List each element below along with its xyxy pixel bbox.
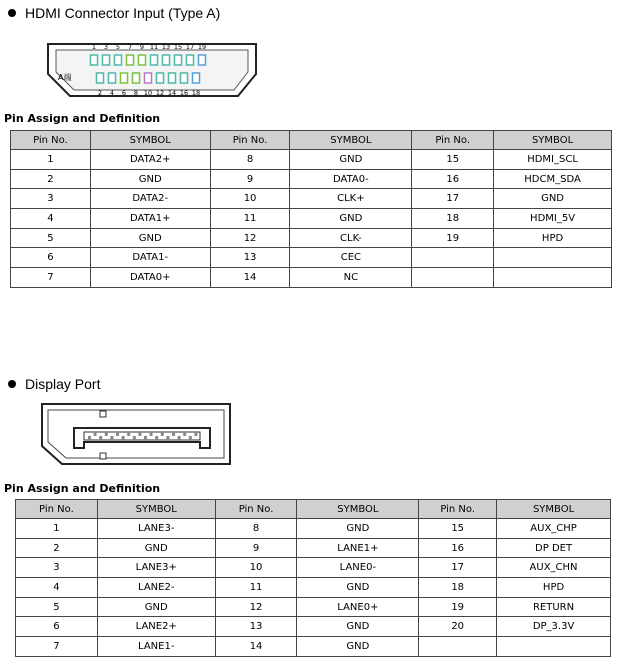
dp-pin-contact — [88, 436, 91, 440]
pin-symbol-cell: DP DET — [497, 538, 611, 558]
pin-label: 13 — [161, 43, 171, 51]
pin-no-header: Pin No. — [210, 131, 290, 150]
pin-number-cell: 3 — [11, 189, 91, 209]
dp-pin-contact — [122, 436, 125, 440]
pin-symbol-cell: GND — [290, 150, 412, 170]
dp-pin-contact — [172, 432, 175, 436]
pin-number-cell: 20 — [419, 617, 497, 637]
pin-number-cell: 8 — [210, 150, 290, 170]
pin-number-cell — [412, 248, 494, 268]
pin-contact — [199, 55, 206, 65]
pin-symbol-cell: DATA1+ — [90, 209, 210, 229]
table-row — [16, 558, 611, 578]
pin-contact — [91, 55, 98, 65]
pin-symbol-cell: DATA2- — [90, 189, 210, 209]
pin-contact — [187, 55, 194, 65]
pin-label: 4 — [109, 89, 115, 97]
pin-number-cell: 17 — [412, 189, 494, 209]
pin-contact — [109, 73, 116, 83]
dp-pin-contact — [127, 432, 130, 436]
pin-label: 7 — [127, 43, 133, 51]
pin-symbol-cell: NC — [290, 268, 412, 288]
pin-number-cell: 6 — [11, 248, 91, 268]
pin-contact — [157, 73, 164, 83]
symbol-header: SYMBOL — [497, 500, 611, 519]
pin-symbol-cell: HDMI_SCL — [494, 150, 612, 170]
pin-contact — [115, 55, 122, 65]
pin-number-cell: 16 — [412, 169, 494, 189]
pin-symbol-cell: LANE0+ — [297, 597, 419, 617]
pin-symbol-cell: HDCM_SDA — [494, 169, 612, 189]
pin-symbol-cell: CEC — [290, 248, 412, 268]
pin-contact — [139, 55, 146, 65]
pin-number-cell: 4 — [11, 209, 91, 229]
table-row — [16, 637, 611, 657]
pin-symbol-cell: AUX_CHP — [497, 519, 611, 539]
dp-pin-contact — [194, 432, 197, 436]
pin-label: 9 — [139, 43, 145, 51]
table-row — [11, 169, 612, 189]
table-row — [16, 597, 611, 617]
pin-number-cell — [419, 637, 497, 657]
dp-pin-contact — [138, 432, 141, 436]
symbol-header: SYMBOL — [297, 500, 419, 519]
pin-number-cell: 13 — [215, 617, 297, 637]
pin-no-header: Pin No. — [412, 131, 494, 150]
pin-symbol-cell: HPD — [494, 228, 612, 248]
pin-no-header: Pin No. — [215, 500, 297, 519]
symbol-header: SYMBOL — [90, 131, 210, 150]
pin-label: 19 — [197, 43, 207, 51]
pin-symbol-cell: LANE3+ — [97, 558, 215, 578]
pin-number-cell: 15 — [419, 519, 497, 539]
pin-label: 8 — [133, 89, 139, 97]
pin-contact — [133, 73, 140, 83]
pin-symbol-cell: GND — [297, 637, 419, 657]
pin-symbol-cell — [494, 248, 612, 268]
pin-number-cell: 12 — [215, 597, 297, 617]
pin-symbol-cell: GND — [297, 617, 419, 637]
pin-number-cell: 2 — [16, 538, 98, 558]
pin-no-header: Pin No. — [419, 500, 497, 519]
dp-title: Display Port — [25, 376, 101, 392]
pin-symbol-cell — [497, 637, 611, 657]
pin-number-cell: 9 — [215, 538, 297, 558]
pin-number-cell: 3 — [16, 558, 98, 578]
pin-symbol-cell: GND — [297, 519, 419, 539]
pin-number-cell: 11 — [210, 209, 290, 229]
pin-symbol-cell: GND — [90, 169, 210, 189]
pin-symbol-cell: DP_3.3V — [497, 617, 611, 637]
pin-symbol-cell: LANE0- — [297, 558, 419, 578]
pin-symbol-cell: LANE1+ — [297, 538, 419, 558]
pin-symbol-cell: GND — [290, 209, 412, 229]
pin-number-cell: 15 — [412, 150, 494, 170]
pin-contact — [163, 55, 170, 65]
pin-contact — [103, 55, 110, 65]
dp-pin-contact — [189, 436, 192, 440]
pin-symbol-cell: HPD — [497, 578, 611, 598]
pin-number-cell: 19 — [412, 228, 494, 248]
pin-contact — [127, 55, 134, 65]
pin-label: 5 — [115, 43, 121, 51]
pin-contact — [145, 73, 152, 83]
dp-section-title — [4, 376, 100, 392]
hdmi-pin-table — [10, 130, 612, 288]
pin-label: 3 — [103, 43, 109, 51]
hdmi-title: HDMI Connector Input (Type A) — [25, 5, 221, 21]
pin-symbol-cell: DATA0- — [290, 169, 412, 189]
pin-number-cell: 17 — [419, 558, 497, 578]
pin-number-cell: 12 — [210, 228, 290, 248]
pin-number-cell: 7 — [16, 637, 98, 657]
dp-pin-contact — [155, 436, 158, 440]
table-row — [16, 578, 611, 598]
pin-number-cell: 2 — [11, 169, 91, 189]
dp-pin-contact — [183, 432, 186, 436]
dp-pin-table — [15, 499, 611, 657]
pin-label: 14 — [167, 89, 177, 97]
pin-number-cell: 6 — [16, 617, 98, 637]
pin-symbol-cell: LANE2+ — [97, 617, 215, 637]
table-row — [11, 150, 612, 170]
pin-symbol-cell: CLK+ — [290, 189, 412, 209]
pin-number-cell: 5 — [11, 228, 91, 248]
displayport-connector-diagram — [40, 402, 234, 468]
dp-pin-contact — [166, 436, 169, 440]
pin-symbol-cell: AUX_CHN — [497, 558, 611, 578]
pin-number-cell: 18 — [419, 578, 497, 598]
pin-label: 16 — [179, 89, 189, 97]
bullet-icon — [8, 9, 16, 17]
pin-symbol-cell: HDMI_5V — [494, 209, 612, 229]
pin-contact — [193, 73, 200, 83]
dp-pin-contact — [110, 436, 113, 440]
pin-symbol-cell: GND — [97, 597, 215, 617]
pin-number-cell: 10 — [210, 189, 290, 209]
pin-number-cell: 16 — [419, 538, 497, 558]
pin-no-header: Pin No. — [16, 500, 98, 519]
table-row — [11, 228, 612, 248]
pin-symbol-cell: DATA0+ — [90, 268, 210, 288]
dp-subtitle: Pin Assign and Definition — [4, 482, 161, 495]
dp-pin-contact — [133, 436, 136, 440]
pin-contact — [121, 73, 128, 83]
dp-pin-contact — [150, 432, 153, 436]
pin-symbol-cell: LANE1- — [97, 637, 215, 657]
pin-symbol-cell: GND — [494, 189, 612, 209]
dp-pin-contact — [105, 432, 108, 436]
pin-number-cell: 19 — [419, 597, 497, 617]
hdmi-subtitle: Pin Assign and Definition — [4, 112, 161, 125]
symbol-header: SYMBOL — [97, 500, 215, 519]
table-row — [11, 248, 612, 268]
pin-number-cell: 4 — [16, 578, 98, 598]
pin-label: 12 — [155, 89, 165, 97]
pin-symbol-cell: GND — [90, 228, 210, 248]
pin-label: 18 — [191, 89, 201, 97]
hdmi-side-label: A端 — [58, 73, 72, 82]
dp-pin-contact — [144, 436, 147, 440]
table-row — [16, 519, 611, 539]
pin-number-cell: 10 — [215, 558, 297, 578]
pin-no-header: Pin No. — [11, 131, 91, 150]
dp-pin-contact — [94, 432, 97, 436]
dp-pin-contact — [178, 436, 181, 440]
pin-number-cell: 14 — [215, 637, 297, 657]
pin-label: 15 — [173, 43, 183, 51]
dp-pin-contact — [99, 436, 102, 440]
pin-number-cell: 1 — [11, 150, 91, 170]
pin-contact — [97, 73, 104, 83]
hdmi-connector-diagram — [44, 36, 260, 102]
pin-label: 6 — [121, 89, 127, 97]
pin-number-cell: 7 — [11, 268, 91, 288]
pin-symbol-cell — [494, 268, 612, 288]
pin-symbol-cell: RETURN — [497, 597, 611, 617]
pin-contact — [169, 73, 176, 83]
pin-number-cell — [412, 268, 494, 288]
symbol-header: SYMBOL — [494, 131, 612, 150]
pin-number-cell: 8 — [215, 519, 297, 539]
pin-label: 17 — [185, 43, 195, 51]
symbol-header: SYMBOL — [290, 131, 412, 150]
table-row — [16, 538, 611, 558]
pin-number-cell: 5 — [16, 597, 98, 617]
table-row — [11, 189, 612, 209]
pin-label: 10 — [143, 89, 153, 97]
bullet-icon — [8, 380, 16, 388]
pin-symbol-cell: GND — [97, 538, 215, 558]
pin-symbol-cell: GND — [297, 578, 419, 598]
pin-number-cell: 13 — [210, 248, 290, 268]
pin-symbol-cell: DATA2+ — [90, 150, 210, 170]
table-header-row — [11, 131, 612, 150]
table-row — [11, 268, 612, 288]
table-row — [11, 209, 612, 229]
pin-number-cell: 1 — [16, 519, 98, 539]
pin-label: 2 — [97, 89, 103, 97]
pin-contact — [175, 55, 182, 65]
pin-label: 11 — [149, 43, 159, 51]
dp-pin-contact — [116, 432, 119, 436]
pin-symbol-cell: CLK- — [290, 228, 412, 248]
pin-number-cell: 18 — [412, 209, 494, 229]
pin-symbol-cell: LANE3- — [97, 519, 215, 539]
pin-number-cell: 11 — [215, 578, 297, 598]
pin-contact — [181, 73, 188, 83]
table-row — [16, 617, 611, 637]
hdmi-section-title — [4, 5, 220, 21]
pin-symbol-cell: DATA1- — [90, 248, 210, 268]
pin-number-cell: 9 — [210, 169, 290, 189]
pin-contact — [151, 55, 158, 65]
pin-label: 1 — [91, 43, 97, 51]
pin-number-cell: 14 — [210, 268, 290, 288]
table-header-row — [16, 500, 611, 519]
pin-symbol-cell: LANE2- — [97, 578, 215, 598]
dp-pin-contact — [161, 432, 164, 436]
